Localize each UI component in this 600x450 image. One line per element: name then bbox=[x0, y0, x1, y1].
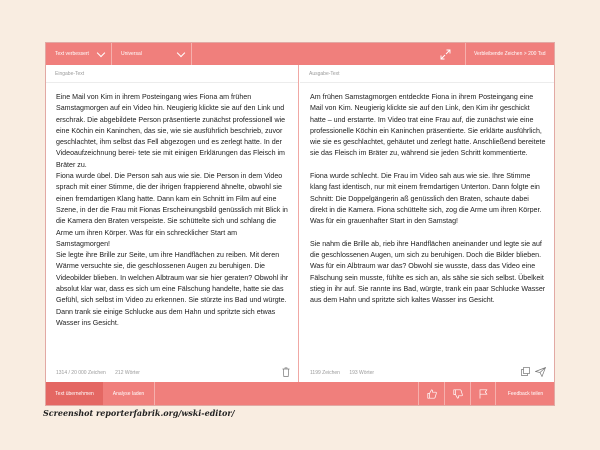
thumb-down-button[interactable] bbox=[444, 382, 470, 405]
input-char-count: 1314 / 20 000 Zeichen bbox=[56, 370, 106, 376]
chevron-down-icon bbox=[97, 49, 105, 57]
flag-button[interactable] bbox=[470, 382, 496, 405]
input-pane bbox=[46, 65, 299, 382]
input-textarea[interactable]: Eine Mail von Kim in ihrem Posteingang wies Fiona am frühen Samstagmorgen auf ein Video hin. Neugierig klickte sie auf den Link und erschrak. Die abgebildete Person präsentierte zunächst professionell wie eine Köchin ein Kaninchen, das sie, wie sie ausführlich beschrieb, zuvor geschlachtet, ihm selbst das Fell abgezogen und es zerlegt hatte. In der Videoaufzeichnung berei- tete sie mit einigen Erklärungen das Fleisch im Bräter zu. Fiona wurde übel. Die Person sah aus wie sie. Die Person in dem Video sprach mit einer Stimme, die der ihrigen frappierend ähnelte, obwohl sie einen fremdartigen Klang hatte. Dann kam ein Schnitt im Film auf eine Szene, in der die Frau mit Fionas Erscheinungsbild genüsslich mit Blick in die Kamera den Braten verspeiste. Sie schüttelte sich und schlang die Arme um ihren Körper. Was für ein schrecklicher Start am Samstagmorgen! Sie legte ihre Brille zur Seite, um ihre Handflächen zu reiben. Mit deren Wärme versuchte sie, die geschlossenen Augen zu beruhigen. Die Videobilder blieben. In welchen Albtraum war sie hier geraten? Obwohl ihr absolut klar war, dass es sich um eine Fälschung handelte, hatte sie das Gefühl, sich selbst im Video zu erkennen. Sie stürzte ins Bad und würgte. Dann trank sie einige Schlucke aus dem Hahn und spritzte sich etwas Wasser ins Gesicht. bbox=[56, 93, 289, 327]
load-analysis-button[interactable]: Analyse laden bbox=[103, 382, 155, 405]
send-icon[interactable] bbox=[535, 367, 546, 377]
bottom-toolbar bbox=[46, 382, 554, 405]
expand-icon[interactable] bbox=[440, 49, 451, 60]
thumb-up-icon bbox=[427, 389, 437, 399]
top-toolbar bbox=[46, 43, 554, 65]
accept-text-button[interactable]: Text übernehmen bbox=[46, 382, 103, 405]
output-pane-label: Ausgabe-Text bbox=[309, 71, 340, 77]
model-dropdown-label: Universal bbox=[121, 51, 142, 57]
flag-icon bbox=[479, 389, 488, 399]
text-style-dropdown-label: Text verbessert bbox=[55, 51, 89, 57]
output-char-count: 1199 Zeichen bbox=[310, 370, 340, 376]
divider bbox=[46, 82, 298, 83]
share-feedback-button[interactable]: Feedback teilen bbox=[507, 390, 544, 397]
input-pane-label: Eingabe-Text bbox=[55, 71, 85, 77]
trash-icon[interactable] bbox=[282, 367, 290, 377]
thumb-down-icon bbox=[453, 389, 463, 399]
thumb-up-button[interactable] bbox=[418, 382, 444, 405]
output-pane bbox=[300, 65, 554, 382]
model-dropdown[interactable] bbox=[112, 43, 192, 65]
divider bbox=[300, 82, 554, 83]
text-style-dropdown[interactable] bbox=[46, 43, 112, 65]
output-stats bbox=[310, 370, 382, 376]
editor-frame bbox=[45, 42, 555, 406]
chars-remaining: Verbleibende Zeichen > 200 Tsd bbox=[465, 43, 554, 65]
output-word-count: 193 Wörter bbox=[349, 370, 375, 376]
input-word-count: 212 Wörter bbox=[115, 370, 140, 376]
input-stats bbox=[56, 370, 148, 376]
screenshot-caption: Screenshot reporterfabrik.org/wski-editor/ bbox=[43, 408, 235, 418]
chevron-down-icon bbox=[177, 49, 185, 57]
output-text: Am frühen Samstagmorgen entdeckte Fiona in ihrem Posteingang eine Mail von Kim. Neugierig klickte sie auf den Link, den Kim ihr geschickt hatte – und erstarrte. Im Video trat eine Frau auf, die zunächst wie eine professionelle Köchin ein Kaninchen präsentierte. Sie erklärte ausführlich, wie sie es geschlachtet, gehäutet und zerlegt hatte. Anschließend bereitete sie das Fleisch im Bräter zu, während sie jeden Schritt kommentierte. Fiona wurde schlecht. Die Frau im Video sah aus wie sie. Ihre Stimme klang fast identisch, nur mit einem fremdartigen Unterton. Dann folgte ein Schnitt: Die Doppelgängerin aß genüsslich den Braten, schaute dabei direkt in die Kamera. Fiona schüttelte sich, zog die Arme um ihren Körper. Was für ein grauenhafter Start in den Samstag! Sie nahm die Brille ab, rieb ihre Handflächen aneinander und legte sie auf die geschlossenen Augen, um sich zu beruhigen. Doch die Bilder blieben. Was für ein Albtraum war das? Obwohl sie wusste, dass das Video eine Fälschung sein musste, fühlte es sich an, als sähe sie sich selbst. Übelkeit stieg in ihr auf. Sie rannte ins Bad, würgte, trank ein paar Schlucke Wasser aus dem Hahn und spritzte sich kaltes Wasser ins Gesicht. bbox=[310, 93, 546, 305]
copy-icon[interactable] bbox=[521, 367, 530, 376]
